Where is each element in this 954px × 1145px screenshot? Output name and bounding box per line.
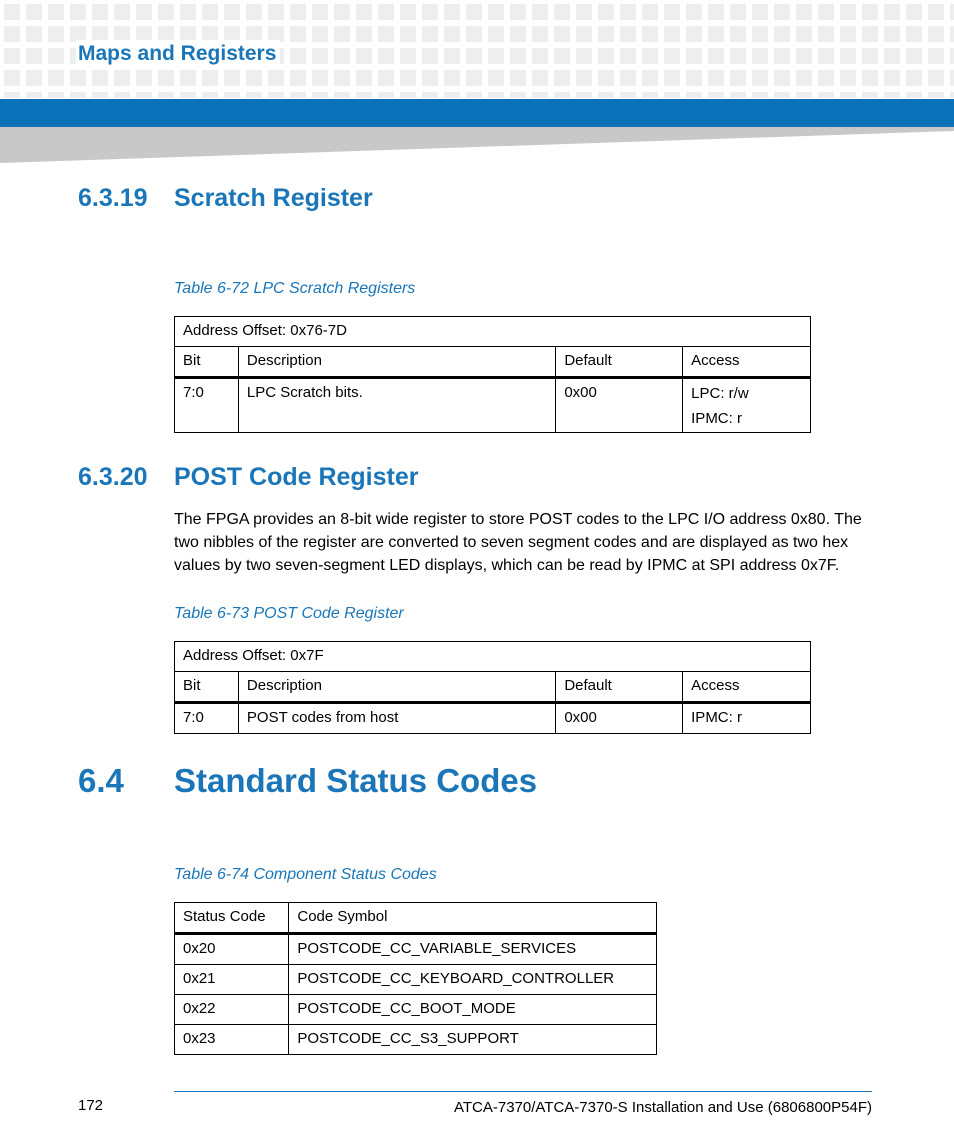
cell-description: LPC Scratch bits. [238, 378, 555, 433]
cell-access [683, 378, 811, 433]
table-caption: Table 6-73 POST Code Register [174, 605, 404, 622]
column-header: Bit [175, 347, 239, 378]
access-line: IPMC: r [691, 410, 742, 427]
cell-access: IPMC: r [683, 703, 811, 734]
post-code-table [174, 641, 811, 734]
column-header: Description [238, 347, 555, 378]
cell-default: 0x00 [556, 703, 683, 734]
cell-status-code: 0x20 [175, 934, 289, 965]
column-header: Access [683, 347, 811, 378]
document-title: ATCA-7370/ATCA-7370-S Installation and Use (6806800P54F) [453, 1099, 872, 1116]
heading-title: Standard Status Codes [174, 762, 538, 799]
cell-bit: 7:0 [175, 378, 239, 433]
column-header: Default [556, 672, 683, 703]
column-header: Access [683, 672, 811, 703]
column-header: Default [556, 347, 683, 378]
address-offset: Address Offset: 0x76-7D [175, 317, 811, 347]
cell-default: 0x00 [556, 378, 683, 433]
heading-number: 6.3.19 [78, 184, 148, 212]
cell-description: POST codes from host [238, 703, 555, 734]
running-section-title: Maps and Registers [76, 40, 280, 68]
table-row [175, 378, 811, 433]
status-codes-table [174, 902, 657, 1055]
cell-status-code: 0x21 [175, 965, 289, 995]
cell-status-code: 0x22 [175, 995, 289, 1025]
column-header: Description [238, 672, 555, 703]
column-header: Bit [175, 672, 239, 703]
cell-code-symbol: POSTCODE_CC_KEYBOARD_CONTROLLER [289, 965, 657, 995]
table-row [175, 934, 657, 965]
access-line: LPC: r/w [691, 385, 749, 402]
table-row [175, 703, 811, 734]
cell-code-symbol: POSTCODE_CC_BOOT_MODE [289, 995, 657, 1025]
table-caption: Table 6-72 LPC Scratch Registers [174, 280, 416, 297]
lpc-scratch-table [174, 316, 811, 433]
cell-code-symbol: POSTCODE_CC_S3_SUPPORT [289, 1025, 657, 1055]
page-number: 172 [78, 1097, 104, 1114]
cell-status-code: 0x23 [175, 1025, 289, 1055]
heading-title: Scratch Register [174, 184, 373, 212]
heading-title: POST Code Register [174, 463, 419, 491]
body-paragraph: The FPGA provides an 8-bit wide register to store POST codes to the LPC I/O address 0x80. The two nibbles of the register are converted to seven segment codes and are displayed as two hex values by two seven-segment LED displays, which can be read by IPMC at SPI address 0x7F. [174, 511, 862, 574]
footer-rule [174, 1091, 872, 1092]
header-blue-band [0, 99, 954, 127]
column-header: Status Code [175, 903, 289, 934]
heading-number: 6.3.20 [78, 463, 148, 491]
address-offset: Address Offset: 0x7F [175, 642, 811, 672]
column-header: Code Symbol [289, 903, 657, 934]
cell-code-symbol: POSTCODE_CC_VARIABLE_SERVICES [289, 934, 657, 965]
cell-bit: 7:0 [175, 703, 239, 734]
table-row [175, 1025, 657, 1055]
table-row [175, 995, 657, 1025]
heading-number: 6.4 [78, 762, 124, 799]
table-caption: Table 6-74 Component Status Codes [174, 866, 437, 883]
header-gray-swoosh [0, 127, 954, 163]
table-row [175, 965, 657, 995]
